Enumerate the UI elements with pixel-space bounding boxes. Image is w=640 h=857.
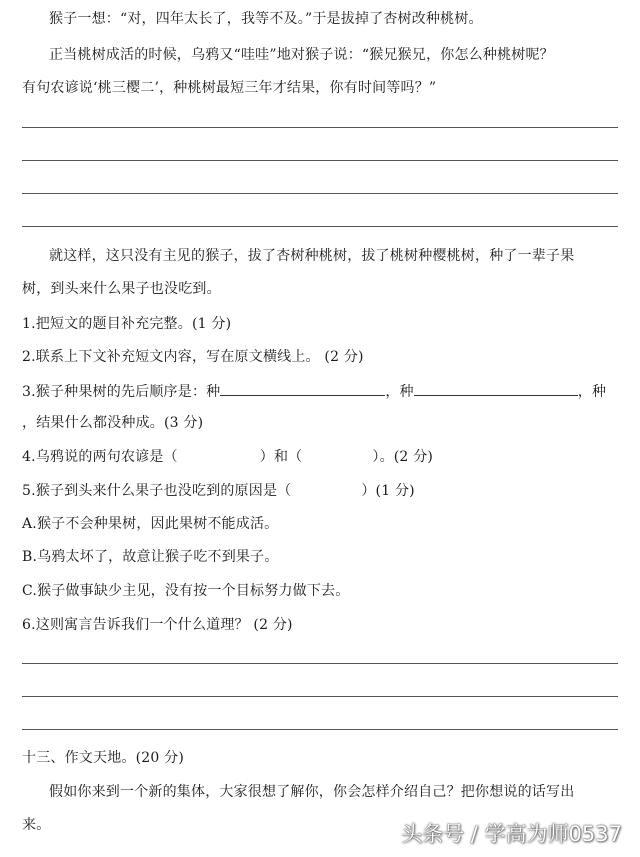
question-3-blank-1[interactable] (220, 381, 385, 396)
section-13-prompt-line-1: 假如你来到一个新的集体，大家很想了解你，你会怎样介绍自己？把你想说的话写出 (49, 784, 575, 800)
question-3-text-a: 3.猴子种果树的先后顺序是：种 (22, 384, 221, 400)
question-5-option-c[interactable]: C.猴子做事缺少主见，没有按一个目标努力做下去。 (22, 583, 350, 599)
answer-line-2[interactable] (22, 160, 618, 161)
answer-line-q6-2[interactable] (22, 696, 618, 697)
story-paragraph-2-line-2: 有句农谚说‘桃三樱二’，种桃树最短三年才结果，你有时间等吗？” (22, 80, 437, 96)
answer-line-4[interactable] (22, 226, 618, 227)
question-5-option-b[interactable]: B.乌鸦太坏了，故意让猴子吃不到果子。 (22, 549, 279, 565)
story-paragraph-2-line-1: 正当桃树成活的时候，乌鸦又“哇哇”地对猴子说：“猴兄猴兄，你怎么种桃树呢？ (49, 47, 554, 63)
question-5 (22, 482, 415, 500)
question-4-text-b: ）和（ (259, 449, 303, 465)
story-paragraph-3-line-1: 就这样，这只没有主见的猴子，拔了杏树种桃树，拔了桃树种樱桃树，种了一辈子果 (49, 248, 575, 264)
question-6: 6.这则寓言告诉我们一个什么道理？ (2 分) (22, 617, 293, 633)
question-4 (22, 448, 433, 466)
answer-line-1[interactable] (22, 127, 618, 128)
question-5-text-a: 5.猴子到头来什么果子也没吃到的原因是（ (22, 483, 292, 499)
question-5-text-b: ）(1 分) (361, 483, 415, 499)
question-1: 1.把短文的题目补充完整。(1 分) (22, 316, 232, 332)
question-3-line-1 (22, 381, 606, 401)
story-paragraph-1: 猴子一想：“对，四年太长了，我等不及。”于是拔掉了杏树改种桃树。 (49, 11, 483, 27)
question-3-blank-2[interactable] (414, 381, 578, 396)
question-3-line-2: ，结果什么都没种成。(3 分) (22, 415, 204, 431)
story-paragraph-3-line-2: 树，到头来什么果子也没吃到。 (22, 281, 221, 297)
answer-line-3[interactable] (22, 193, 618, 194)
answer-line-q6-1[interactable] (22, 663, 618, 664)
question-5-option-a[interactable]: A.猴子不会种果树，因此果树不能成活。 (22, 516, 279, 532)
question-2: 2.联系上下文补充短文内容，写在原文横线上。 (2 分) (22, 349, 364, 365)
question-3-text-c: ，种 (577, 384, 607, 400)
question-3-text-b: ，种 (385, 384, 414, 400)
answer-line-q6-3[interactable] (22, 729, 618, 730)
question-4-text-c: ）。(2 分) (372, 449, 434, 465)
section-13-prompt-line-2: 来。 (22, 817, 51, 833)
watermark: 头条号 / 学高为师0537 (401, 822, 622, 846)
section-13-title: 十三、作文天地。(20 分) (22, 750, 184, 766)
question-4-text-a: 4.乌鸦说的两句农谚是（ (22, 449, 178, 465)
